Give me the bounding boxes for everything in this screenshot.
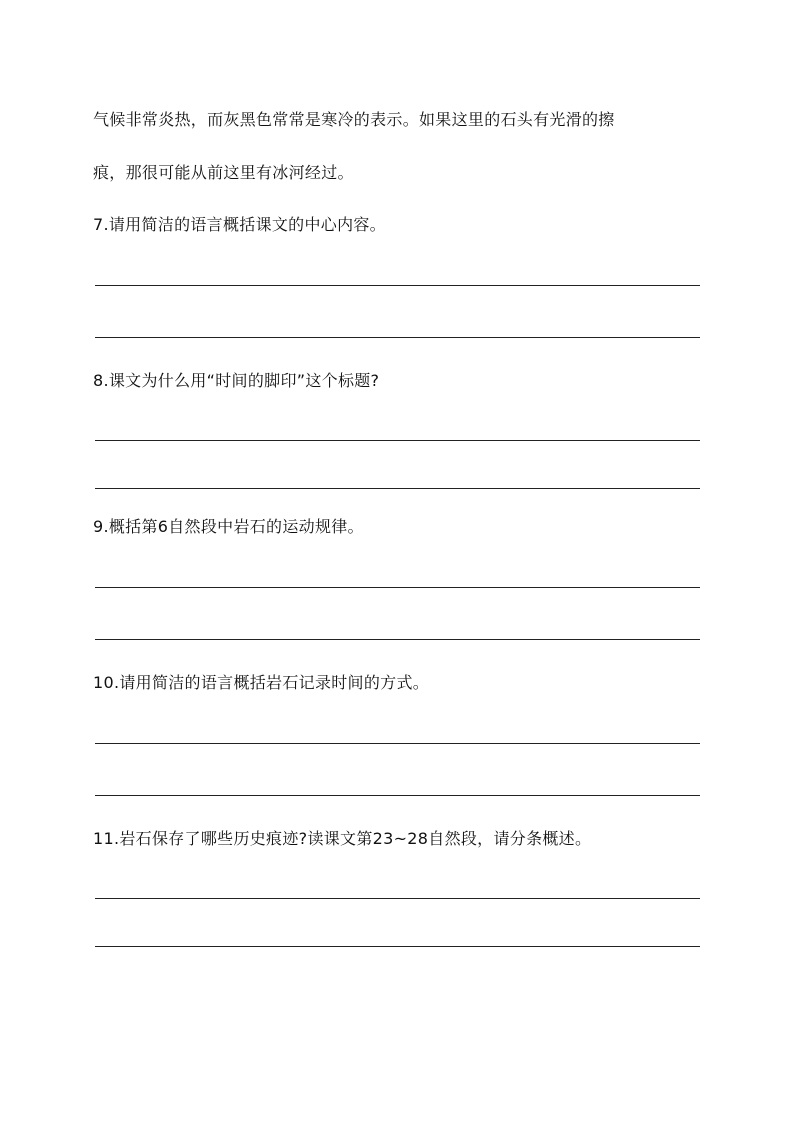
answer-line-7a[interactable] [95,285,700,286]
answer-line-7b[interactable] [95,337,700,338]
answer-line-10a[interactable] [95,743,700,744]
answer-line-10b[interactable] [95,795,700,796]
question-10: 10.请用简洁的语言概括岩石记录时间的方式。 [93,673,430,692]
question-9: 9.概括第6自然段中岩石的运动规律。 [93,517,364,536]
answer-line-11a[interactable] [95,898,700,899]
answer-line-8b[interactable] [95,488,700,489]
answer-line-11b[interactable] [95,946,700,947]
question-8: 8.课文为什么用“时间的脚印”这个标题? [93,371,380,390]
question-7: 7.请用简洁的语言概括课文的中心内容。 [93,215,386,234]
answer-line-8a[interactable] [95,440,700,441]
passage-line-2: 痕，那很可能从前这里有冰河经过。 [93,163,354,182]
answer-line-9b[interactable] [95,639,700,640]
passage-line-1: 气候非常炎热，而灰黑色常常是寒冷的表示。如果这里的石头有光滑的擦 [93,110,615,129]
question-11: 11.岩石保存了哪些历史痕迹?读课文第23~28自然段，请分条概述。 [93,829,592,848]
answer-line-9a[interactable] [95,587,700,588]
